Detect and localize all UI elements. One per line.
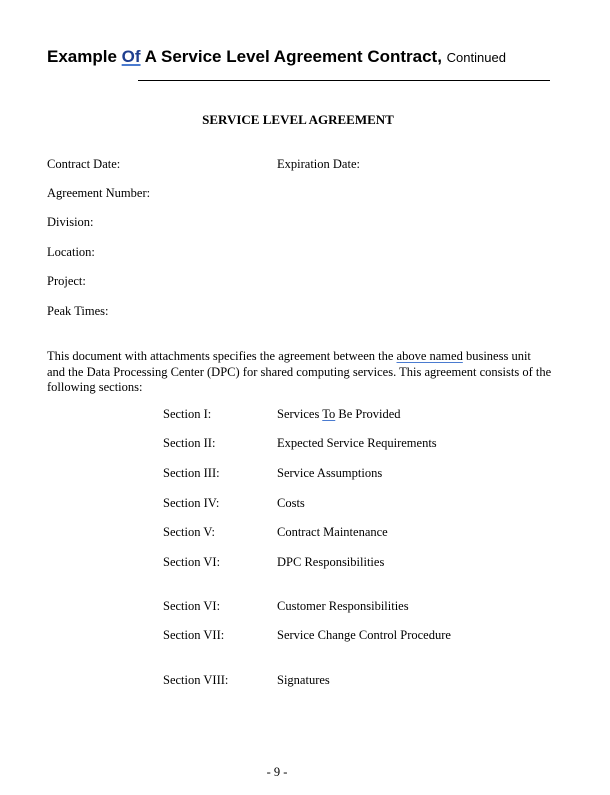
header-title-part1: Example: [47, 47, 122, 66]
section-number: Section II:: [163, 436, 216, 450]
page-number: - 9 -: [266, 765, 288, 779]
intro-part2: business unit and the Data Processing Center (DPC) for shared computing services. This agreement consists of the following sections:: [47, 349, 552, 394]
header-divider: [138, 80, 550, 81]
intro-link-above-named: above named: [396, 349, 463, 363]
section-title-underlined: To: [322, 407, 336, 421]
header-title-underlined: Of: [121, 47, 141, 66]
contract-date-label: Contract Date:: [47, 157, 121, 171]
section-number: Section VII:: [163, 628, 225, 642]
location-label: Location:: [47, 245, 95, 259]
peak-times-label: Peak Times:: [47, 304, 109, 318]
section-title: Signatures: [277, 673, 330, 687]
header-continued: Continued: [446, 50, 506, 65]
section-title: Service Assumptions: [277, 466, 383, 480]
document-title: SERVICE LEVEL AGREEMENT: [202, 112, 394, 127]
section-title: Customer Responsibilities: [277, 599, 409, 613]
section-number: Section VI:: [163, 599, 221, 613]
section-title: Contract Maintenance: [277, 525, 388, 539]
header-title-part2: A Service Level Agreement Contract,: [140, 47, 442, 66]
section-title: DPC Responsibilities: [277, 555, 385, 569]
section-number: Section IV:: [163, 496, 220, 510]
agreement-number-label: Agreement Number:: [47, 186, 151, 200]
section-number: Section I:: [163, 407, 212, 421]
section-number: Section VI:: [163, 555, 221, 569]
section-number: Section VIII:: [163, 673, 229, 687]
project-label: Project:: [47, 274, 86, 288]
section-title: Service Change Control Procedure: [277, 628, 451, 642]
section-title: Expected Service Requirements: [277, 436, 437, 450]
division-label: Division:: [47, 215, 94, 229]
section-title: Costs: [277, 496, 305, 510]
expiration-date-label: Expiration Date:: [277, 157, 360, 171]
section-number: Section III:: [163, 466, 220, 480]
section-title: [277, 407, 401, 422]
section-number: Section V:: [163, 525, 215, 539]
intro-paragraph: [47, 349, 552, 396]
section-title-post: Be Provided: [335, 407, 401, 421]
page-header-title: [47, 47, 506, 67]
section-title-pre: Services: [277, 407, 323, 421]
intro-part1: This document with attachments specifies the agreement between the: [47, 349, 397, 363]
